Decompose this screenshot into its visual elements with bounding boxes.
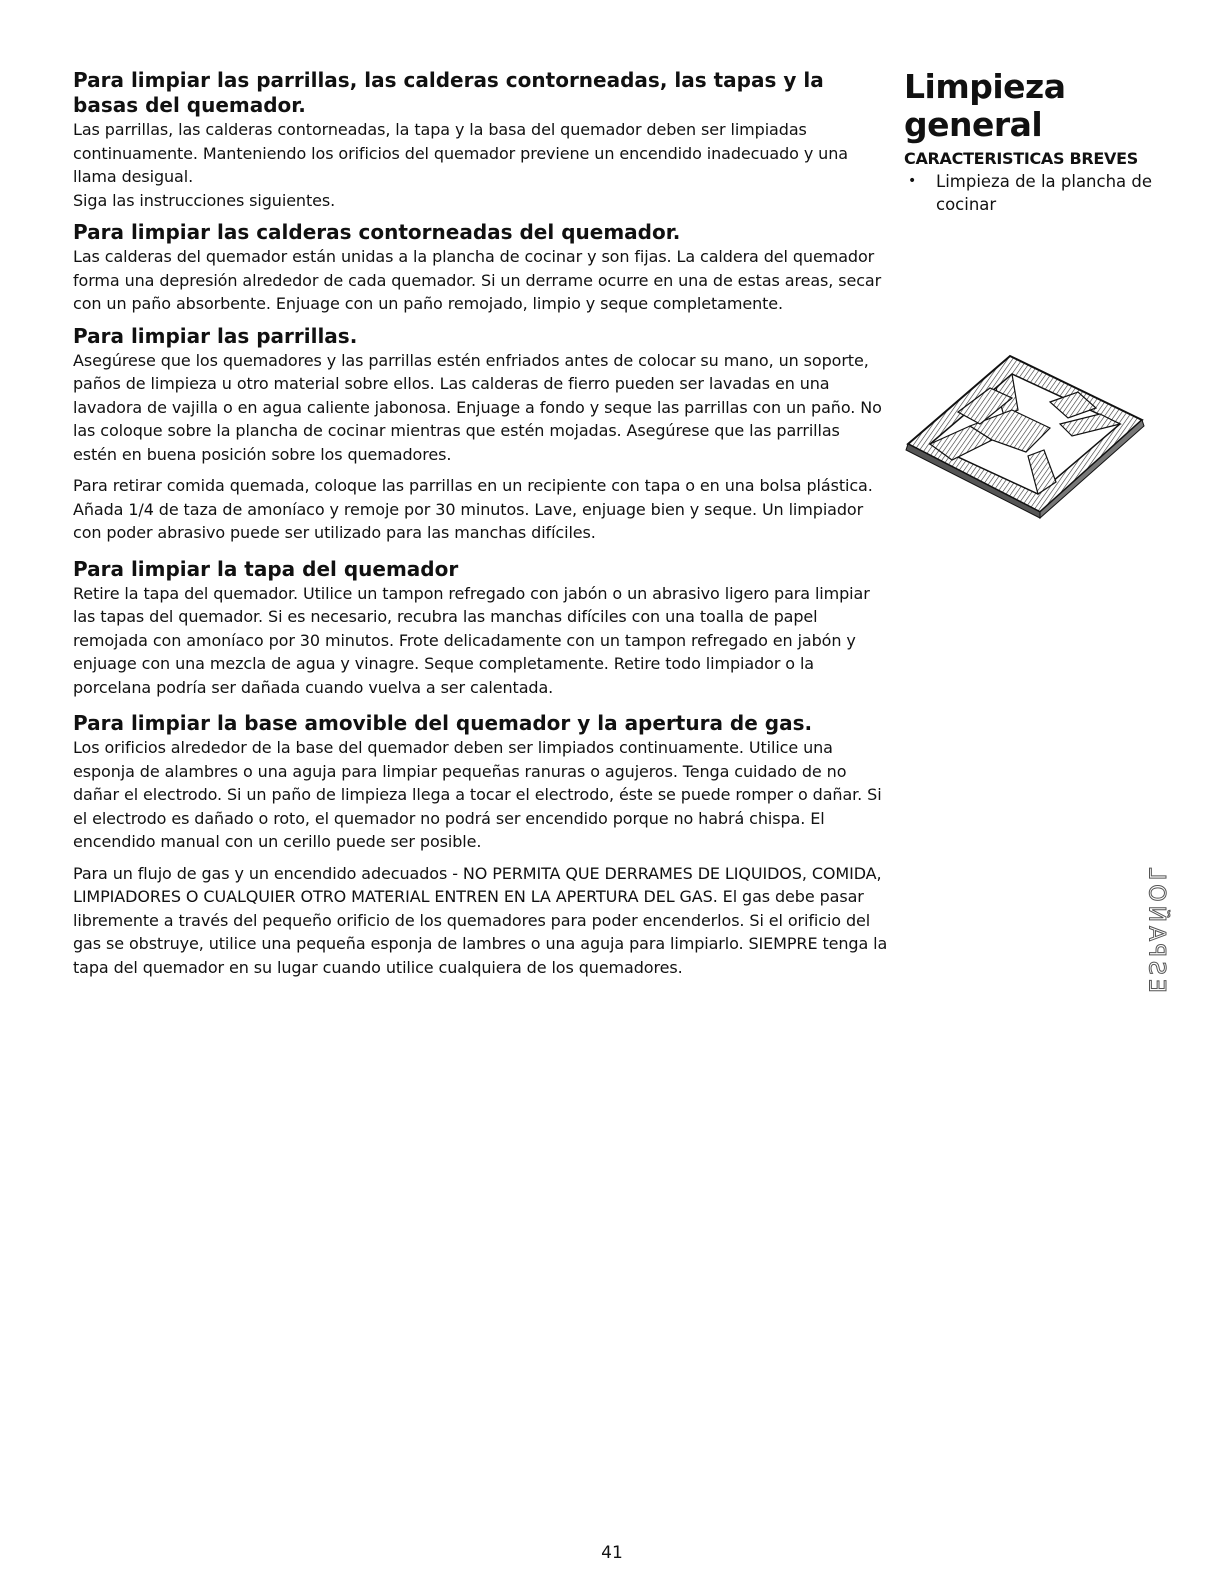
- section-text-burner-cap: Retire la tapa del quemador. Utilice un tampon refregado con jabón o un abrasivo ligero para limpiar las tapas del quemador. Si es necesario, recubra las manchas difíciles con una toalla de papel remojada con amoníaco por 30 minutos. Frote delicadamente con un tampon refregado en jabón y enjuage con una mezcla de agua y vinagre. Seque completamente. Retire todo limpiador o la porcelana podría ser dañada cuando vuelva a ser calentada.: [73, 583, 870, 697]
- sidebar: [904, 68, 1164, 216]
- section-text-intro: Las parrillas, las calderas contorneadas, la tapa y la basa del quemador deben ser limpiadas continuamente. Manteniendo los orificios del quemador previene un encendido inadecuado y una llama desigual.: [73, 120, 848, 186]
- page-number: 41: [601, 1543, 623, 1563]
- section-title-burner-base: Para limpiar la base amovible del quemador y la apertura de gas.: [73, 711, 813, 735]
- section-text-burner-bowls: Las calderas del quemador están unidas a la plancha de cocinar y son fijas. La caldera del quemador forma una depresión alrededor de cada quemador. Si un derrame ocurre en una de estas areas, secar con un paño absorbente. Enjuage con un paño remojado, limpio y seque completamente.: [73, 247, 882, 313]
- sidebar-subtitle: CARACTERISTICAS BREVES: [904, 149, 1138, 168]
- burner-grate-illustration: [900, 352, 1150, 522]
- sidebar-list: [904, 170, 1164, 216]
- section-title-burner-cap: Para limpiar la tapa del quemador: [73, 556, 459, 581]
- section-title-grates-bowls-caps: Para limpiar las parrillas, las calderas contorneadas, las tapas y la basas del quemador.: [73, 68, 824, 117]
- language-tab: [1136, 858, 1176, 998]
- section-title-grates: Para limpiar las parrillas.: [73, 323, 358, 348]
- section-text-gas-opening: Para un flujo de gas y un encendido adecuados - NO PERMITA QUE DERRAMES DE LIQUIDOS, COMIDA, LIMPIADORES O CUALQUIER OTRO MATERIAL ENTREN EN LA APERTURA DEL GAS. El gas debe pasar libremente a través del pequeño orificio de los quemadores para poder encenderlos. Si el orificio del gas se obstruye, utilice una pequeña esponja de lambres o una aguja para limpiarlo. SIEMPRE tenga la tapa del quemador en su lugar cuando utilice cualquiera de los quemadores.: [73, 863, 888, 977]
- language-tab-label: ESPAÑOL: [1143, 863, 1169, 993]
- section-text-burner-base: Los orificios alrededor de la base del quemador deben ser limpiados continuamente. Utilice una esponja de alambres o una aguja para limpiar pequeñas ranuras o agujeros. Tenga cuidado de no dañar el electrodo. Si un paño de limpieza llega a tocar el electrodo, éste se puede romper o dañar. Si el electrodo es dañado o roto, el quemador no podrá ser encendido porque no habrá chispa. El encendido manual con un cerillo puede ser posible.: [73, 738, 882, 851]
- sidebar-title: Limpieza general: [904, 67, 1066, 144]
- section-text-grates: Asegúrese que los quemadores y las parrillas estén enfriados antes de colocar su mano, un soporte, paños de limpieza u otro material sobre ellos. Las calderas de fierro pueden ser lavadas en una lavadora de vajilla o en agua caliente jabonosa. Enjuage a fondo y seque las parrillas con un paño. No las coloque sobre la plancha de cocinar mientras que estén mojadas. Asegúrese que las parrillas estén en buena posición sobre los quemadores.: [73, 350, 882, 464]
- section-text-instructions: Siga las instrucciones siguientes.: [73, 190, 336, 210]
- section-text-grates-burned-food: Para retirar comida quemada, coloque las parrillas en un recipiente con tapa o en una bolsa plástica. Añada 1/4 de taza de amoníaco y remoje por 30 minutos. Lave, enjuage bien y seque. Un limpiador con poder abrasivo puede ser utilizado para las manchas difíciles.: [73, 476, 873, 542]
- sidebar-list-item: • Limpieza de la plancha de cocinar: [904, 170, 1164, 216]
- section-title-burner-bowls: Para limpiar las calderas contorneadas del quemador.: [73, 220, 681, 244]
- main-content: [73, 68, 888, 979]
